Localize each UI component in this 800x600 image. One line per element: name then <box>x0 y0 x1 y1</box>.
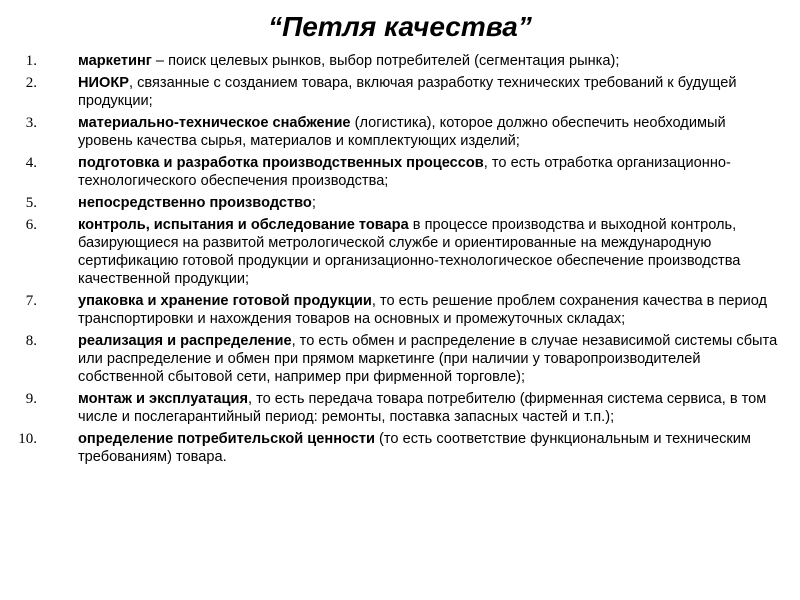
item-description: , то есть обмен и распределение в случае независимой системы сбыта или распределение и обмен при прямом маркетинге (при наличии у товаропроизводителей собственной сбытовой сети, например при фирменной торговле); <box>78 333 778 385</box>
item-number: 4. <box>25 155 37 171</box>
item-number: 7. <box>25 293 37 309</box>
item-text <box>78 52 780 70</box>
list-item <box>0 74 800 110</box>
item-number: 9. <box>25 391 37 407</box>
item-number: 2. <box>25 75 37 91</box>
item-term: подготовка и разработка производственных процессов <box>78 155 484 171</box>
item-term: монтаж и эксплуатация <box>78 391 248 407</box>
list-item <box>0 154 800 190</box>
quality-loop-list <box>0 52 800 470</box>
list-item <box>0 114 800 150</box>
item-number: 3. <box>25 115 37 131</box>
item-text <box>78 332 780 386</box>
item-text <box>78 216 780 288</box>
item-text <box>78 74 780 110</box>
list-item <box>0 52 800 70</box>
item-description: , то есть передача товара потребителю (фирменная система сервиса, в том числе и послегарантийный период: ремонты, поставка запасных частей и т.п.); <box>78 391 767 425</box>
item-term: упаковка и хранение готовой продукции <box>78 293 372 309</box>
item-description: , то есть отработка организационно-технологического обеспечения производства; <box>78 155 731 189</box>
item-description: , то есть решение проблем сохранения качества в период транспортировки и нахождения товаров на основных и промежуточных складах; <box>78 293 768 327</box>
item-term: реализация и распределение <box>78 333 292 349</box>
item-term: контроль, испытания и обследование товара <box>78 217 409 233</box>
item-description: (то есть соответствие функциональным и техническим требованиям) товара. <box>78 431 751 465</box>
item-text <box>78 390 780 426</box>
item-term: непосредственно производство <box>78 195 312 211</box>
item-description: , связанные с созданием товара, включая разработку технических требований к будущей продукции; <box>78 75 737 109</box>
slide-title: “Петля качества” <box>268 11 532 42</box>
list-item <box>0 332 800 386</box>
item-number: 6. <box>25 217 37 233</box>
list-item <box>0 430 800 466</box>
item-description: в процессе производства и выходной контроль, базирующиеся на развитой метрологической службе и ориентированные на международную сертификацию готовой продукции и организационно-технологическое обеспечение производства качественной продукции; <box>78 217 741 287</box>
item-number: 1. <box>25 53 37 69</box>
list-item <box>0 292 800 328</box>
item-term: материально-техническое снабжение <box>78 115 351 131</box>
item-number: 10. <box>18 431 37 447</box>
item-number: 8. <box>25 333 37 349</box>
item-text <box>78 194 780 212</box>
item-term: маркетинг <box>78 53 152 69</box>
item-text <box>78 114 780 150</box>
item-number: 5. <box>25 195 37 211</box>
list-item <box>0 216 800 288</box>
item-description: – поиск целевых рынков, выбор потребителей (сегментация рынка); <box>151 53 620 69</box>
item-text <box>78 430 780 466</box>
item-description: ; <box>311 195 316 211</box>
item-text <box>78 154 780 190</box>
list-item <box>0 194 800 212</box>
item-term: НИОКР <box>78 75 130 91</box>
item-description: (логистика), которое должно обеспечить необходимый уровень качества сырья, материалов и комплектующих изделий; <box>78 115 726 149</box>
item-term: определение потребительской ценности <box>78 431 375 447</box>
item-text <box>78 292 780 328</box>
list-item <box>0 390 800 426</box>
